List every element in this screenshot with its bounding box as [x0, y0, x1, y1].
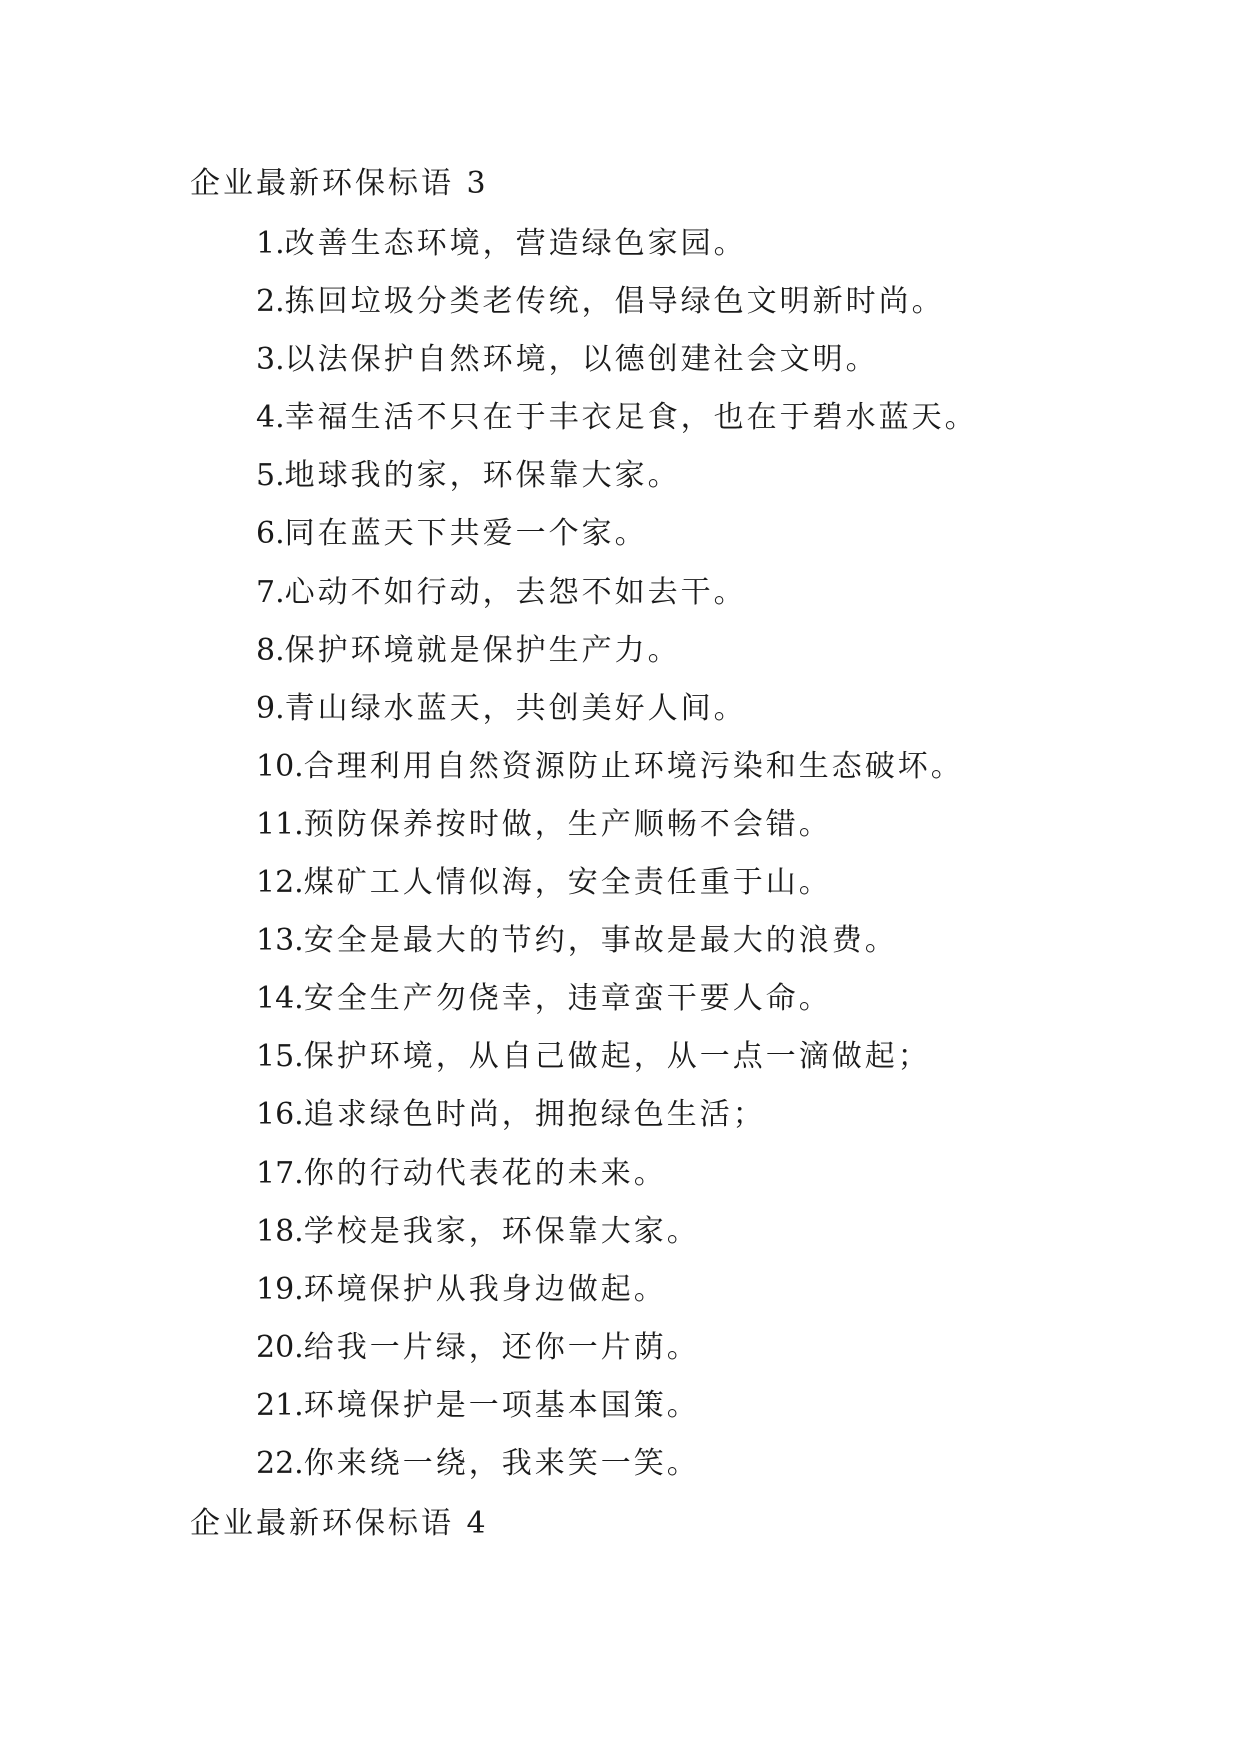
list-item [256, 979, 978, 1037]
list-item [256, 1037, 978, 1095]
list-item [256, 514, 978, 572]
item-text: 地球我的家，环保靠大家。 [284, 458, 681, 494]
item-text: 保护环境就是保护生产力。 [284, 632, 681, 668]
section-heading: 企业最新环保标语 3 [190, 166, 489, 201]
item-text: 煤矿工人情似海，安全责任重于山。 [303, 865, 832, 901]
list-item [256, 456, 978, 514]
item-text: 保护环境，从自己做起，从一点一滴做起； [303, 1039, 931, 1075]
item-text: 你的行动代表花的未来。 [303, 1155, 667, 1191]
item-text: 拣回垃圾分类老传统，倡导绿色文明新时尚。 [284, 284, 945, 320]
item-text: 你来绕一绕，我来笑一笑。 [303, 1445, 700, 1481]
list-item [256, 689, 978, 747]
item-text: 安全生产勿侥幸，违章蛮干要人命。 [303, 981, 832, 1017]
item-number: 8. [256, 632, 285, 668]
item-text: 安全是最大的节约，事故是最大的浪费。 [303, 923, 898, 959]
item-text: 以法保护自然环境，以德创建社会文明。 [284, 342, 879, 378]
list-item [256, 1386, 978, 1444]
item-number: 2. [256, 284, 285, 320]
list-item [256, 631, 978, 689]
list-item [256, 1154, 978, 1212]
item-text: 给我一片绿，还你一片荫。 [303, 1329, 700, 1365]
item-text: 心动不如行动，去怨不如去干。 [284, 574, 747, 610]
list-item [256, 747, 978, 805]
item-text: 追求绿色时尚，拥抱绿色生活； [303, 1097, 766, 1133]
list-item [256, 863, 978, 921]
item-number: 21. [256, 1387, 304, 1423]
list-item [256, 1212, 978, 1270]
item-number: 9. [256, 690, 285, 726]
slogan-list [256, 224, 978, 1502]
item-number: 19. [256, 1271, 304, 1307]
item-number: 18. [256, 1213, 304, 1249]
item-number: 7. [256, 574, 285, 610]
list-item [256, 1444, 978, 1502]
item-number: 14. [256, 981, 304, 1017]
item-number: 13. [256, 923, 304, 959]
item-number: 12. [256, 865, 304, 901]
item-number: 6. [256, 516, 285, 552]
list-item [256, 1328, 978, 1386]
item-number: 3. [256, 342, 285, 378]
item-text: 幸福生活不只在于丰衣足食，也在于碧水蓝天。 [284, 400, 978, 436]
list-item [256, 1095, 978, 1153]
item-number: 10. [256, 748, 304, 784]
item-number: 1. [256, 226, 285, 261]
item-text: 合理利用自然资源防止环境污染和生态破坏。 [303, 748, 964, 784]
item-number: 4. [256, 400, 285, 436]
item-text: 环境保护是一项基本国策。 [303, 1387, 700, 1423]
item-number: 20. [256, 1329, 304, 1365]
list-item [256, 921, 978, 979]
section-heading: 企业最新环保标语 4 [190, 1506, 489, 1541]
item-text: 同在蓝天下共爱一个家。 [284, 516, 648, 552]
item-number: 15. [256, 1039, 304, 1075]
list-item [256, 1270, 978, 1328]
item-text: 预防保养按时做，生产顺畅不会错。 [303, 806, 832, 842]
item-number: 22. [256, 1445, 304, 1481]
item-text: 环境保护从我身边做起。 [303, 1271, 667, 1307]
item-number: 16. [256, 1097, 304, 1133]
list-item [256, 398, 978, 456]
item-text: 改善生态环境，营造绿色家园。 [284, 226, 747, 261]
list-item [256, 573, 978, 631]
item-number: 5. [256, 458, 285, 494]
list-item [256, 282, 978, 340]
list-item [256, 340, 978, 398]
item-number: 17. [256, 1155, 304, 1191]
item-number: 11. [256, 806, 304, 842]
list-item [256, 224, 978, 282]
item-text: 青山绿水蓝天，共创美好人间。 [284, 690, 747, 726]
item-text: 学校是我家，环保靠大家。 [303, 1213, 700, 1249]
list-item [256, 805, 978, 863]
